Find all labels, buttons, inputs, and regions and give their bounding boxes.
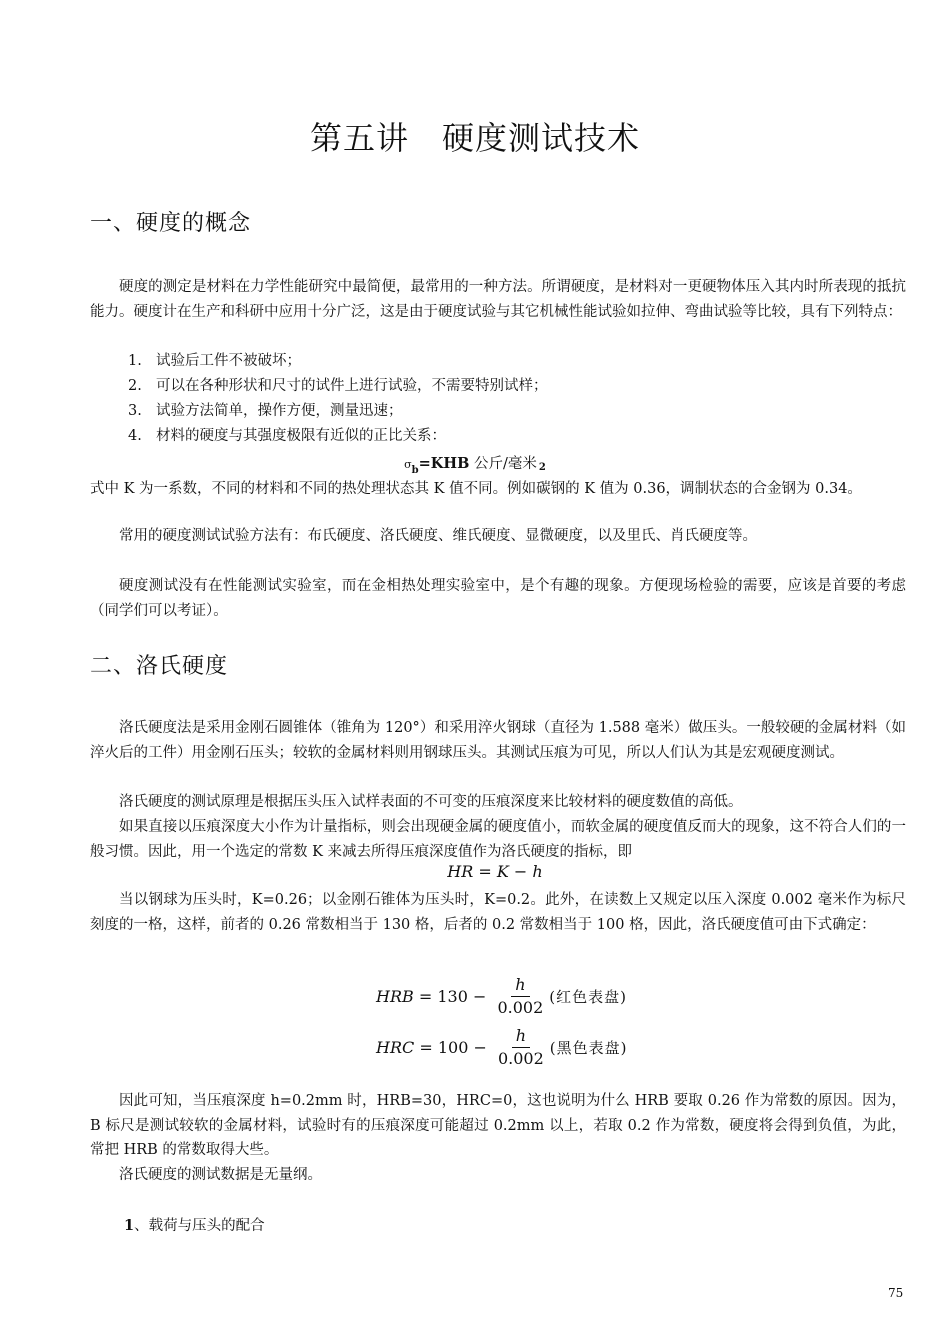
paragraph-hardness-intro: 硬度的测定是材料在力学性能研究中最简便，最常用的一种方法。所谓硬度，是材料对一更硬物体压入其内时所表现的抵抗能力。硬度计在生产和科研中应用十分广泛，这是由于硬度试验与其它机械性能试验如拉伸、弯曲试验等比较，具有下列特点： bbox=[90, 279, 906, 320]
section-heading-rockwell: 二、洛氏硬度 bbox=[90, 654, 229, 679]
fraction: $\frac{h}{0.002}$ bbox=[497, 1026, 544, 1068]
paragraph-rockwell-principle: 洛氏硬度的测试原理是根据压头压入试样表面的不可变的压痕深度来比较材料的硬度数值的高低。 bbox=[119, 794, 743, 810]
equation-hrb: HRB = 130 − $\frac{h}{0.002}$ (红色表盘) bbox=[376, 975, 627, 1017]
list-item: 2. 可以在各种形状和尺寸的试件上进行试验，不需要特别试样； bbox=[128, 378, 548, 394]
paragraph-k-values: 当以钢球为压头时，K=0.26；以金刚石锥体为压头时，K=0.2。此外，在读数上又规定以压入深度 0.002 毫米作为标尺刻度的一格，这样，前者的 0.26 常数相当于 130 格，后者的 0.2 常数相当于 100 格，因此，洛氏硬度值可由下式确定： bbox=[90, 892, 906, 933]
paragraph-lab-note: 硬度测试没有在性能测试实验室，而在金相热处理实验室中，是个有趣的现象。方便现场检验的需要，应该是首要的考虑（同学们可以考证）。 bbox=[90, 578, 906, 619]
subheading-load-indenter: 1、载荷与压头的配合 bbox=[124, 1217, 265, 1234]
paragraph-dimensionless: 洛氏硬度的测试数据是无量纲。 bbox=[119, 1167, 322, 1183]
strength-formula: $\sigma_b=KHB$ 公斤/毫米 2 bbox=[404, 455, 546, 476]
fraction: $\frac{h}{0.002}$ bbox=[497, 975, 544, 1017]
paragraph-depth-indicator: 如果直接以压痕深度大小作为计量指标，则会出现硬金属的硬度值小，而软金属的硬度值反而大的现象，这不符合人们的一般习惯。因此，用一个选定的常数 K 来减去所得压痕深度值作为洛氏硬度的指标，即 bbox=[90, 819, 906, 860]
page-title: 第五讲 硬度测试技术 bbox=[309, 119, 640, 157]
paragraph-test-methods: 常用的硬度测试试验方法有：布氏硬度、洛氏硬度、维氏硬度、显微硬度，以及里氏、肖氏硬度等。 bbox=[119, 528, 757, 544]
feature-list bbox=[128, 349, 548, 449]
page-number: 75 bbox=[888, 1286, 904, 1300]
list-item: 3. 试验方法简单，操作方便，测量迅速； bbox=[128, 403, 403, 419]
paragraph-rockwell-intro: 洛氏硬度法是采用金刚石圆锥体（锥角为 120°）和采用淬火钢球（直径为 1.588 毫米）做压头。一般较硬的金属材料（如淬火后的工件）用金刚石压头；较软的金属材料则用钢球压头。其测试压痕为可见，所以人们认为其是宏观硬度测试。 bbox=[90, 720, 906, 761]
paragraph-k-coefficient: 式中 K 为一系数，不同的材料和不同的热处理状态其 K 值不同。例如碳钢的 K 值为 0.36，调制状态的合金钢为 0.34。 bbox=[90, 481, 862, 497]
list-item: 1. 试验后工件不被破坏； bbox=[128, 353, 301, 369]
section-heading-hardness-concept: 一、硬度的概念 bbox=[90, 211, 252, 236]
equation-hr: HR = K − h bbox=[447, 862, 543, 881]
equation-hrc: HRC = 100 − $\frac{h}{0.002}$ (黑色表盘) bbox=[376, 1026, 628, 1068]
list-item: 4. 材料的硬度与其强度极限有近似的正比关系： bbox=[128, 428, 446, 444]
paragraph-hrb-explanation: 因此可知，当压痕深度 h=0.2mm 时，HRB=30，HRC=0，这也说明为什么 HRB 要取 0.26 作为常数的原因。因为，B 标尺是测试较软的金属材料，试验时有的压痕深度可能超过 0.2mm 以上，若取 0.2 作为常数，硬度将会得到负值，为此，常把 HRB 的常数取得大些。 bbox=[90, 1093, 906, 1158]
